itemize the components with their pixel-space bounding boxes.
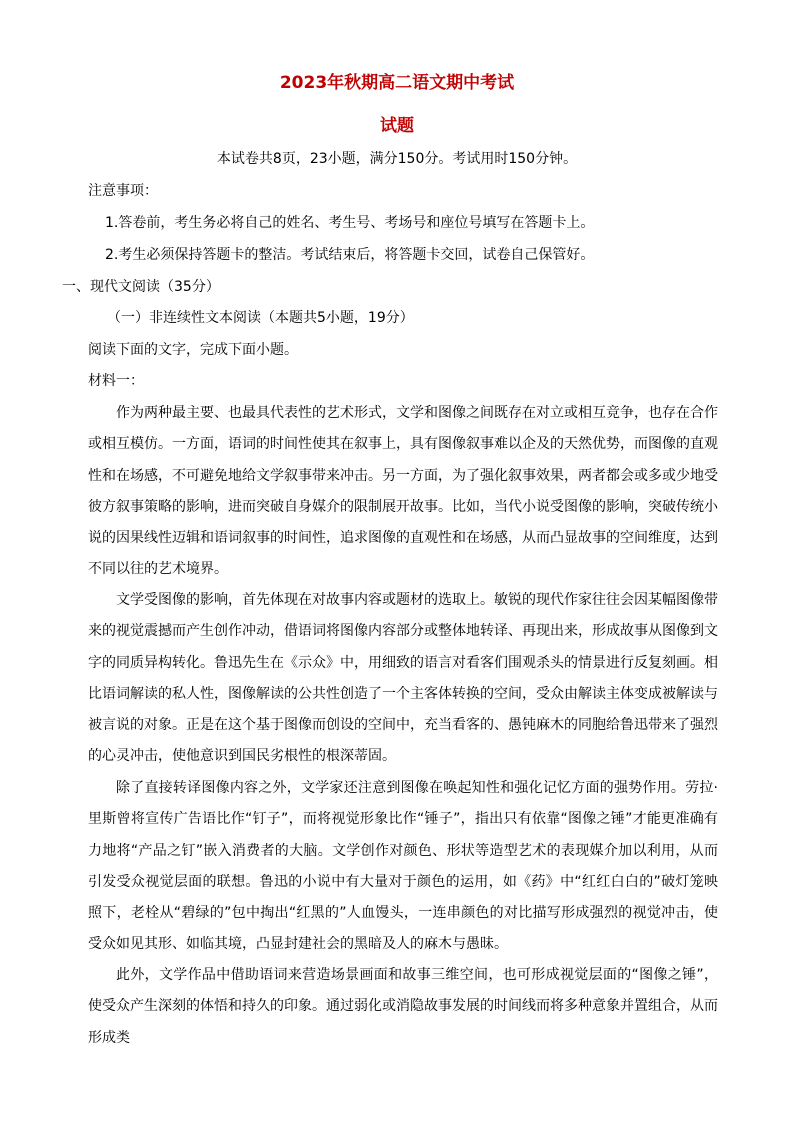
section-subheading: （一）非连续性文本阅读（本题共5小题，19分） xyxy=(107,310,414,326)
notice-item-1: 1.答卷前，考生务必将自己的姓名、考生号、考场号和座位号填写在答题卡上。 xyxy=(105,215,595,231)
material-label: 材料一： xyxy=(88,373,144,389)
material-paragraph-1: 作为两种最主要、也最具代表性的艺术形式，文学和图像之间既存在对立或相互竞争，也存在合作或相互模仿。一方面，语词的时间性使其在叙事上，具有图像叙事难以企及的天然优势，而图像的直观性和在场感，不可避免地给文学叙事带来冲击。另一方面，为了强化叙事效果，两者都会或多或少地受彼方叙事策略的影响，进而突破自身媒介的限制展开故事。比如，当代小说受图像的影响，突破传统小说的因果线性迈辑和语词叙事的时间性，追求图像的直观性和在场感，从而凸显故事的空间维度，达到不同以往的艺术境界。 xyxy=(88,405,718,578)
section-heading: 一、现代文阅读（35分） xyxy=(62,279,220,295)
material-paragraph-2: 文学受图像的影响，首先体现在对故事内容或题材的选取上。敏锐的现代作家往往会因某幅图像带来的视觉震撼而产生创作冲动，借语词将图像内容部分或整体地转译、再现出来，形成故事从图像到文字的同质异构转化。鲁迅先生在《示众》中，用细致的语言对看客们围观杀头的情景进行反复刻画。相比语词解读的私人性，图像解读的公共性创造了一个主客体转换的空间，受众由解读主体变成被解读与被言说的对象。正是在这个基于图像而创设的空间中，充当看客的、愚钝麻木的同胞给鲁迅带来了强烈的心灵冲击，使他意识到国民劣根性的根深蒂固。 xyxy=(88,592,718,765)
notice-item-2: 2.考生必须保持答题卡的整洁。考试结束后，将答题卡交回，试卷自己保管好。 xyxy=(105,247,595,263)
notice-heading: 注意事项： xyxy=(88,183,158,199)
material-paragraph-4: 此外，文学作品中借助语词来营造场景画面和故事三维空间，也可形成视觉层面的“图像之锤”，使受众产生深刻的体悟和持久的印象。通过弱化或消隐故事发展的时间线而将多种意象并置组合，从而形成类 xyxy=(88,967,718,1046)
reading-instruction: 阅读下面的文字，完成下面小题。 xyxy=(88,342,298,358)
exam-info: 本试卷共8页，23小题，满分150分。考试用时150分钟。 xyxy=(216,151,578,167)
exam-title-subtitle: 试题 xyxy=(380,116,414,136)
material-paragraph-3: 除了直接转译图像内容之外，文学家还注意到图像在唤起知性和强化记忆方面的强势作用。劳拉·里斯曾将宣传广告语比作“钉子”，而将视觉形象比作“锤子”，指出只有依靠“图像之锤”才能更准确有力地将“产品之钉”嵌入消费者的大脑。文学创作对颜色、形状等造型艺术的表现媒介加以利用，从而引发受众视觉层面的联想。鲁迅的小说中有大量对于颜色的运用，如《药》中“红红白白的”破灯笼映照下，老栓从“碧绿的”包中掏出“红黑的”人血馒头，一连串颜色的对比描写形成强烈的视觉冲击，使受众如见其形、如临其境，凸显封建社会的黑暗及人的麻木与愚昧。 xyxy=(88,780,718,953)
exam-title: 2023年秋期高二语文期中考试 xyxy=(279,73,515,93)
